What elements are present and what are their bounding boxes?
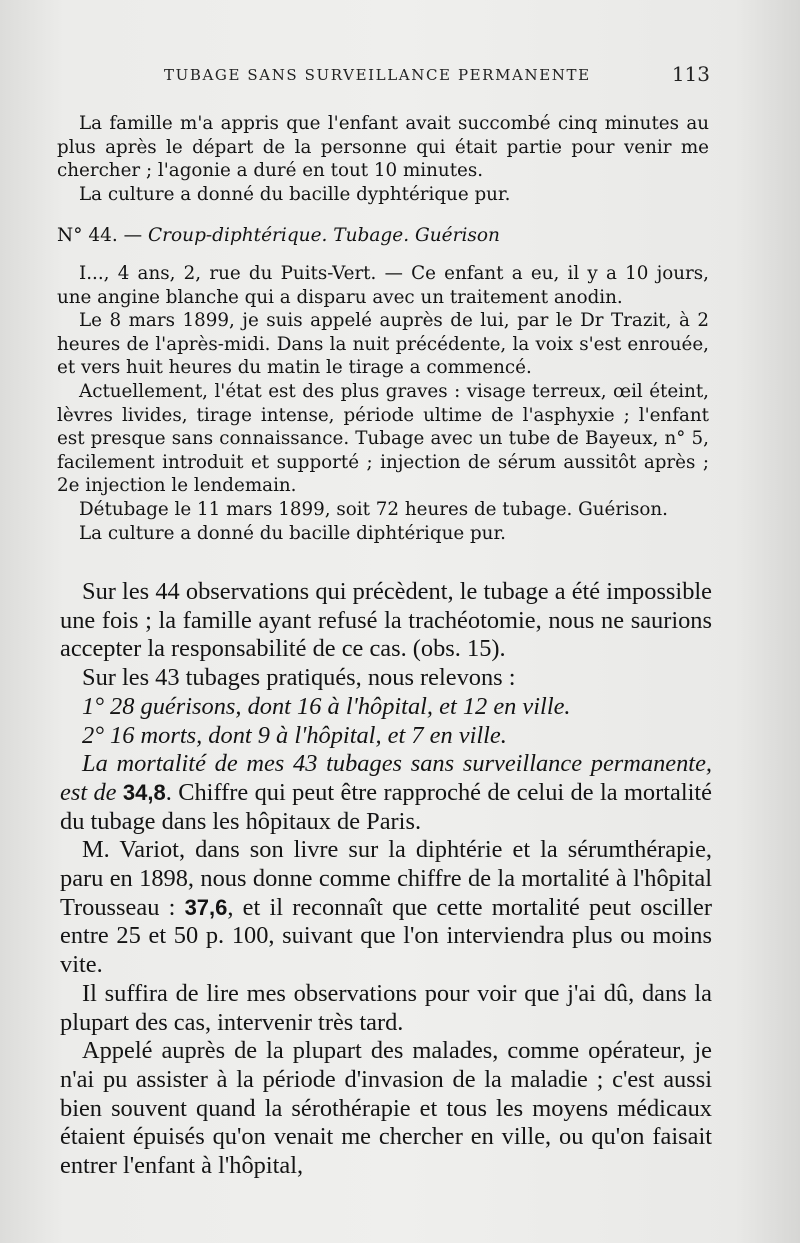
obs-paragraph-7: La culture a donné du bacille diphtérique pur. [79, 522, 506, 544]
variot-text-end: , et il reconnaît que cette mortalité peut osciller entre 25 et 50 p. 100, suivant que l'on interviendra plus ou moins vite. [60, 893, 712, 979]
main-paragraph-5 [60, 750, 712, 836]
obs-paragraph-3: I..., 4 ans, 2, rue du Puits-Vert. — Ce enfant a eu, il y a 10 jours, une angine blanche qui a disparu avec un traitement anodin. [57, 262, 709, 308]
main-paragraph-4: 2° 16 morts, dont 9 à l'hôpital, et 7 en ville. [82, 721, 507, 749]
observation-number: N° 44. — [57, 225, 143, 247]
observation-heading: Croup-diphtérique. Tubage. Guérison [148, 225, 500, 247]
obs-paragraph-1: La famille m'a appris que l'enfant avait succombé cinq minutes au plus après le départ de la personne qui était partie pour venir me chercher ; l'agonie a duré en tout 10 minutes. [57, 113, 709, 182]
obs-paragraph-6: Détubage le 11 mars 1899, soit 72 heures de tubage. Guérison. [79, 498, 668, 520]
main-paragraph-1: Sur les 44 observations qui précèdent, le tubage a été impossible une fois ; la famille ayant refusé la trachéotomie, nous ne saurions accepter la responsabilité de ce cas. (obs. 15). [60, 578, 712, 663]
trousseau-value: 37,6 [184, 894, 228, 920]
main-paragraph-6 [60, 836, 712, 980]
mortality-value: 34,8 [122, 779, 166, 805]
main-paragraph-8: Appelé auprès de la plupart des malades, comme opérateur, je n'ai pu assister à la période d'invasion de la maladie ; c'est aussi bien souvent quand la sérothérapie et tous les moyens médicaux étaient épuisés qu'on venait me chercher en ville, ou qu'on faisait entrer l'enfant à l'hôpital, [60, 1037, 712, 1180]
page-number: 113 [671, 62, 710, 86]
running-head: TUBAGE SANS SURVEILLANCE PERMANENTE [164, 66, 591, 84]
page-header [60, 62, 710, 92]
obs-paragraph-2: La culture a donné du bacille dyphtérique pur. [79, 183, 511, 205]
mortality-statement: La mortalité de mes 43 tubages sans surveillance permanente, est de [60, 750, 712, 806]
main-paragraph-2: Sur les 43 tubages pratiqués, nous relevons : [82, 664, 516, 692]
main-text-block [60, 578, 712, 1181]
obs-paragraph-5: Actuellement, l'état est des plus graves : visage terreux, œil éteint, lèvres livides, tirage intense, période ultime de l'asphyxie ; l'enfant est presque sans connaissance. Tubage avec un tube de Bayeux, n° 5, facilement introduit et supporté ; injection de sérum aussitôt après ; 2e injection le lendemain. [57, 380, 709, 497]
mortality-comparison: . Chiffre qui peut être rapproché de celui de la mortalité du tubage dans les hôpitaux de Paris. [60, 778, 712, 835]
observation-title [57, 224, 709, 248]
variot-text: M. Variot, dans son livre sur la diphtérie et la sérumthérapie, paru en 1898, nous donne comme chiffre de la mortalité à l'hôpital Trousseau : [60, 836, 712, 921]
obs-paragraph-4: Le 8 mars 1899, je suis appelé auprès de lui, par le Dr Trazit, à 2 heures de l'après-midi. Dans la nuit précédente, la voix s'est enrouée, et vers huit heures du matin le tirage a commencé. [57, 310, 709, 379]
observation-block [57, 112, 709, 545]
main-paragraph-3: 1° 28 guérisons, dont 16 à l'hôpital, et 12 en ville. [82, 692, 571, 720]
main-paragraph-7: Il suffira de lire mes observations pour voir que j'ai dû, dans la plupart des cas, intervenir très tard. [60, 979, 712, 1036]
